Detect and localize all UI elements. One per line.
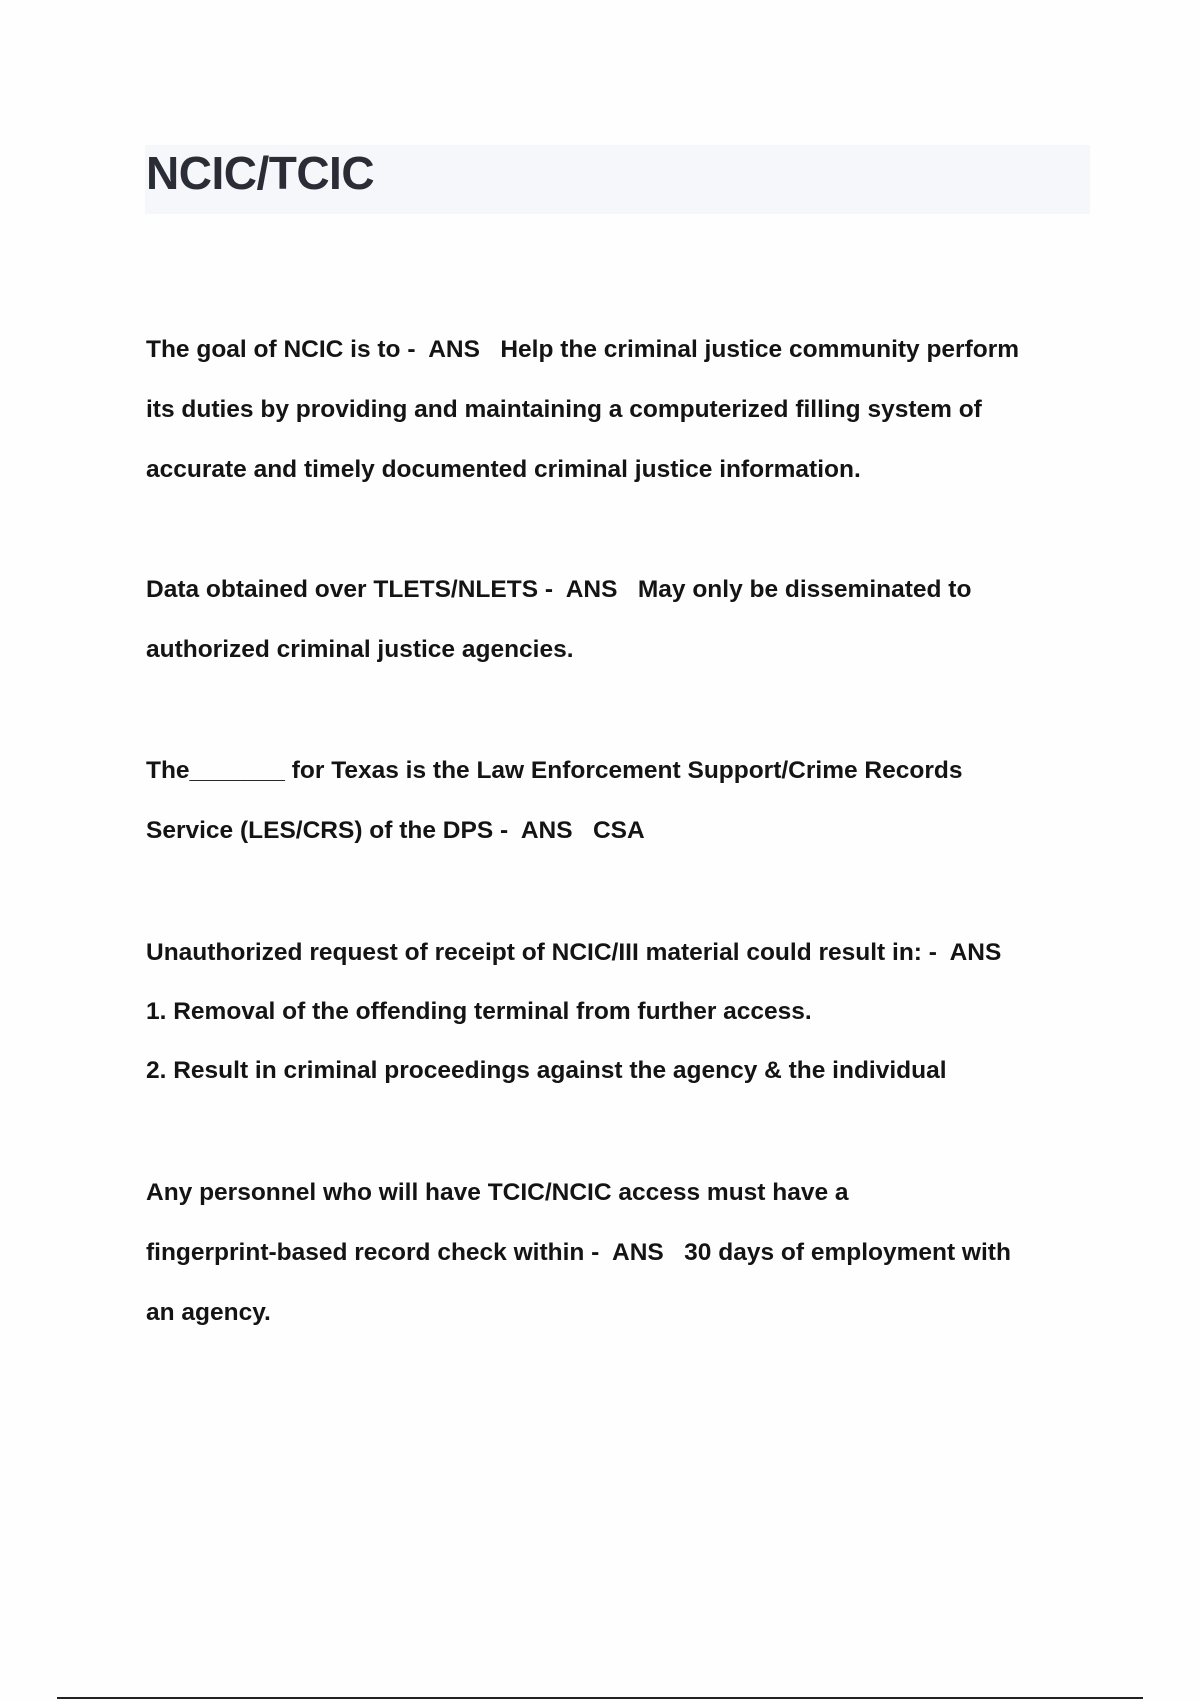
qa-line: 1. Removal of the offending terminal from further access. [146,998,812,1025]
qa-item-unauthorized-request [146,923,1096,1100]
qa-line: authorized criminal justice agencies. [146,636,574,663]
page-title: NCIC/TCIC [146,147,375,199]
qa-line: 2. Result in criminal proceedings against the agency & the individual [146,1057,947,1084]
qa-line: accurate and timely documented criminal justice information. [146,456,861,483]
qa-line: fingerprint-based record check within - ANS 30 days of employment with [146,1239,1011,1266]
qa-item-texas-csa [146,741,1096,861]
qa-line: Unauthorized request of receipt of NCIC/III material could result in: - ANS [146,939,1002,966]
qa-line: an agency. [146,1299,271,1326]
qa-line: Any personnel who will have TCIC/NCIC access must have a [146,1179,849,1206]
qa-line: The_______ for Texas is the Law Enforcement Support/Crime Records [146,757,963,784]
qa-line: Service (LES/CRS) of the DPS - ANS CSA [146,817,645,844]
qa-item-fingerprint-check [146,1163,1096,1343]
qa-line: The goal of NCIC is to - ANS Help the criminal justice community perform [146,336,1020,363]
qa-line: its duties by providing and maintaining a computerized filling system of [146,396,982,423]
footer-divider [57,1697,1143,1699]
qa-item-ncic-goal [146,320,1096,500]
qa-line: Data obtained over TLETS/NLETS - ANS May only be disseminated to [146,576,972,603]
qa-item-tlets-data [146,560,1096,680]
